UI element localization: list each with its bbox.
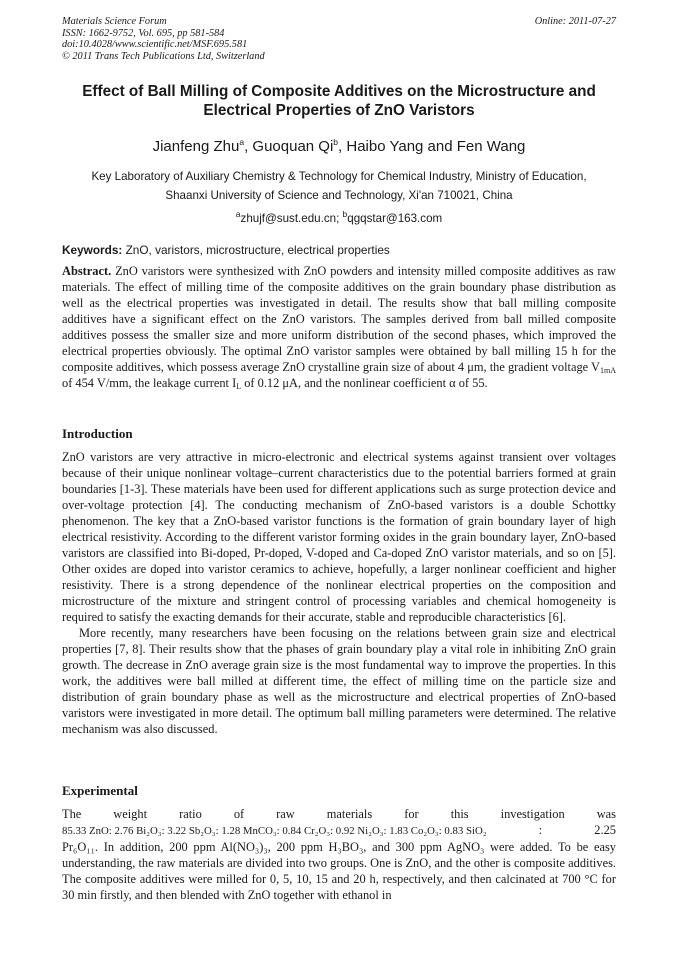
abstract [62,263,616,391]
author-emails [50,205,628,228]
title-line-1: Effect of Ball Milling of Composite Additives on the Microstructure and [82,83,596,100]
copyright-line: © 2011 Trans Tech Publications Ltd, Switzerland [62,50,265,62]
exp-word: weight [113,807,148,821]
abstract-sub-l: L [236,382,242,391]
affiliation-line-1: Key Laboratory of Auxiliary Chemistry & Technology for Chemical Industry, Ministry of Education, [91,170,587,183]
author-2-sup: b [333,137,339,147]
keywords-label: Keywords: [62,243,123,257]
experimental-line-2 [62,822,616,839]
introduction-heading: Introduction [62,426,133,441]
author-sep: , [244,138,253,155]
online-date: Online: 2011-07-27 [534,16,616,27]
affiliation [50,167,628,205]
affiliation-line-2: Shaanxi University of Science and Technology, Xi'an 710021, China [165,189,513,202]
author-rest: , Haibo Yang and Fen Wang [338,138,526,155]
keywords [62,242,616,258]
doi-line: doi:10.4028/www.scientific.net/MSF.695.581 [62,39,248,51]
pr-value: 2.25 [594,823,616,837]
introduction-body [62,449,616,737]
author-2: Guoquan Qi [252,138,334,155]
exp-word: ratio [179,807,202,821]
composition-text: 85.33 ZnO: 2.76 Bi₂O₃: 3.22 Sb₂O₃: 1.28 MnCO₃: 0.84 Cr₂O₃: 0.92 Ni₂O₃: 1.83 Co₂O₃: 0.83 SiO₂ [62,825,487,837]
exp-word: The [62,807,82,821]
exp-word: for [404,807,419,821]
email-b: qgqstar@163.com [347,211,443,225]
keywords-text: ZnO, varistors, microstructure, electrical properties [122,243,390,257]
experimental-line-1 [62,806,616,822]
experimental-heading: Experimental [62,783,138,798]
exp-word: was [596,807,616,821]
abstract-sub-1ma: 1mA [600,366,616,375]
exp-word: materials [326,807,373,821]
journal-name: Materials Science Forum [62,16,167,27]
email-sup-b: b [342,209,348,219]
issn-line: ISSN: 1662-9752, Vol. 695, pp 581-584 [62,27,225,39]
author-1: Jianfeng Zhu [152,138,240,155]
exp-word: investigation [500,807,565,821]
composition-colon: : [538,823,543,837]
introduction-paragraph-1: ZnO varistors are very attractive in micro-electronic and electrical systems against transient over voltages because of their unique nonlinear voltage–current characteristics due to the potential barriers formed at grain boundaries [1-3]. These materials have been used for different applications such as surge protection device and over-voltage protection [4]. The conducting mechanism of ZnO-based varistors is a double Schottky phenomenon. The key that a ZnO-based varistor functions is the formation of grain boundary layer of high electrical resistivity. According to the different varistor forming oxides in the grain boundary layer, ZnO-based varistors are classified into Bi-doped, Pr-doped, V-doped and Ca-doped ZnO varistor materials, and so on [5]. Other oxides are doped into varistor ceramics to achieve, hopefully, a larger nonlinear coefficient and higher resistivity. There is a strong dependence of the nonlinear electrical properties on the composition and microstructure of the mixture and stringent control of processing variables and chemical homogeneity is required to satisfy the exacting demands for their accurate, stable and reproducible characteristics [6]. [62,450,616,624]
abstract-text-1: ZnO varistors were synthesized with ZnO powders and intensity milled composite additives as raw materials. The effect of milling time of the composite additives on the grain boundary phase distribution as well as the electrical properties was investigated in detail. The results show that ball milling composite additives have a significant effect on the ZnO varistors. The samples derived from ball milled composite additives possess the smaller size and more uniform distribution of the second phases, which improved the electrical properties obviously. The optimal ZnO varistor samples were obtained by ball milling 15 h for the composite additives, which possess average ZnO crystalline grain size of about 4 μm, the gradient voltage V [62,264,616,374]
exp-word: raw [276,807,295,821]
exp-word: of [233,807,245,821]
author-list [40,132,638,157]
abstract-text-2: of 454 V/mm, the leakage current I [62,376,237,390]
email-a: zhujf@sust.edu.cn; [240,211,343,225]
experimental-body [62,806,616,903]
exp-word: this [450,807,469,821]
abstract-label: Abstract. [62,264,112,278]
paper-title [50,82,628,120]
experimental-paragraph: Pr₆O₁₁. In addition, 200 ppm Al(NO₃)₃, 200 ppm H₃BO₃, and 300 ppm AgNO₃ were added. To be easy understanding, the raw materials are divided into two groups. One is ZnO, and the other is composite additives. The composite additives were milled for 0, 5, 10, 15 and 20 h, respectively, and then calcinated at 700 °C for 30 min firstly, and then blended with ZnO together with ethanol in [62,840,616,902]
abstract-text-3: of 0.12 μA, and the nonlinear coefficient α of 55. [241,376,488,390]
author-1-sup: a [239,137,245,147]
email-sup-a: a [235,209,241,219]
title-line-2: Electrical Properties of ZnO Varistors [203,102,475,119]
journal-header [62,16,265,62]
introduction-paragraph-2: More recently, many researchers have been focusing on the relations between grain size and electrical properties [7, 8]. Their results show that the phases of grain boundary play a vital role in inhibiting ZnO grain growth. The decrease in ZnO average grain size is the most fundamental way to improve the properties. In this work, the additives were ball milled at different time, the effect of milling time on the particle size and distribution of grain boundary phase as well as the microstructure and electrical properties of ZnO-based varistors were investigated in more detail. The optimum ball milling parameters were determined. The relative mechanism was also discussed. [62,626,616,736]
